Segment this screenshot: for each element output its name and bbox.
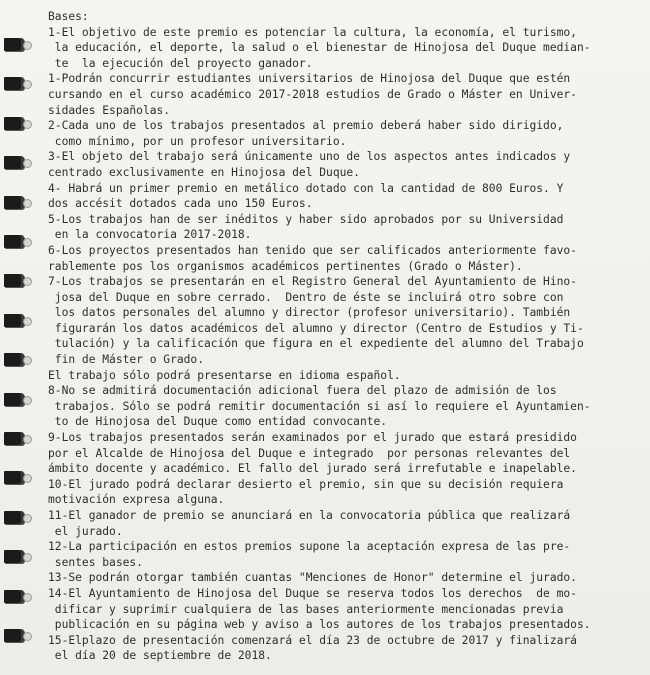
- text-line: 5-Los trabajos han de ser inéditos y haber sido aprobados por su Universidad: [48, 212, 564, 226]
- text-line: 8-No se admitirá documentación adicional fuera del plazo de admisión de los: [48, 384, 557, 398]
- text-line: 2-Cada uno de los trabajos presentados al premio deberá haber sido dirigido,: [48, 119, 564, 133]
- text-line: los datos personales del alumno y director (profesor universitario). También: [48, 306, 571, 320]
- text-line: como mínimo, por un profesor universitario.: [48, 134, 347, 148]
- text-line: te la ejecución del proyecto ganador.: [48, 56, 313, 70]
- binding-ring: [4, 77, 24, 90]
- document-text: [48, 9, 640, 664]
- text-line: figurarán los datos académicos del alumno y director (Centro de Estudios y Ti-: [48, 321, 584, 335]
- text-line: la educación, el deporte, la salud o el bienestar de Hinojosa del Duque median-: [48, 41, 591, 55]
- text-line: 6-Los proyectos presentados han tenido que ser calificados anteriormente favo-: [48, 243, 577, 257]
- text-line: 4- Habrá un primer premio en metálico dotado con la cantidad de 800 Euros. Y: [48, 181, 564, 195]
- binding-ring: [4, 314, 24, 327]
- text-line: El trabajo sólo podrá presentarse en idioma español.: [48, 368, 401, 382]
- text-line: Bases:: [48, 10, 89, 23]
- binding-ring: [4, 590, 24, 603]
- text-line: dificar y suprimir cualquiera de las bases anteriormente mencionadas previa: [48, 602, 564, 616]
- text-line: en la convocatoria 2017-2018.: [48, 228, 252, 242]
- text-line: 3-El objeto del trabajo será únicamente uno de los aspectos antes indicados y: [48, 150, 571, 164]
- binding-ring: [4, 117, 24, 130]
- text-line: dos accésit dotados cada uno 150 Euros.: [48, 197, 313, 211]
- text-line: 10-El jurado podrá declarar desierto el premio, sin que su decisión requiera: [48, 477, 564, 491]
- binding-ring: [4, 511, 24, 524]
- text-line: centrado exclusivamente en Hinojosa del Duque.: [48, 165, 360, 179]
- text-line: cursando en el curso académico 2017-2018 estudios de Grado o Máster en Univer-: [48, 87, 577, 101]
- text-line: motivación expresa alguna.: [48, 493, 225, 507]
- text-line: el jurado.: [48, 524, 123, 538]
- text-line: trabajos. Sólo se podrá remitir documentación si así lo requiere el Ayuntamien-: [48, 399, 591, 413]
- binding-ring: [4, 156, 24, 169]
- binding-ring: [4, 353, 24, 366]
- binding-ring: [4, 629, 24, 642]
- text-line: 14-El Ayuntamiento de Hinojosa del Duque se reserva todos los derechos de mo-: [48, 586, 577, 600]
- text-line: tulación) y la calificación que figura en el expediente del alumno del Trabajo: [48, 337, 584, 351]
- text-line: sentes bases.: [48, 555, 143, 569]
- text-line: publicación en su página web y aviso a los autores de los trabajos presentados.: [48, 618, 591, 632]
- binding-ring: [4, 196, 24, 209]
- spiral-binding: [0, 0, 40, 675]
- text-line: 13-Se podrán otorgar también cuantas "Menciones de Honor" determine el jurado.: [48, 571, 577, 585]
- binding-ring: [4, 550, 24, 563]
- text-line: to de Hinojosa del Duque como entidad convocante.: [48, 415, 388, 429]
- binding-ring: [4, 471, 24, 484]
- binding-ring: [4, 235, 24, 248]
- text-line: 1-El objetivo de este premio es potenciar la cultura, la economía, el turismo,: [48, 25, 577, 39]
- binding-ring: [4, 38, 24, 51]
- text-line: josa del Duque en sobre cerrado. Dentro de éste se incluirá otro sobre con: [48, 290, 564, 304]
- text-line: rablemente pos los organismos académicos pertinentes (Grado o Máster).: [48, 259, 523, 273]
- text-line: fin de Máster o Grado.: [48, 353, 204, 367]
- text-line: 15-Elplazo de presentación comenzará el día 23 de octubre de 2017 y finalizará: [48, 633, 577, 647]
- text-line: 1-Podrán concurrir estudiantes universitarios de Hinojosa del Duque que estén: [48, 72, 571, 86]
- text-line: ámbito docente y académico. El fallo del jurado será irrefutable e inapelable.: [48, 462, 577, 476]
- text-line: el día 20 de septiembre de 2018.: [48, 649, 272, 663]
- text-line: por el Alcalde de Hinojosa del Duque e integrado por personas relevantes del: [48, 446, 571, 460]
- text-line: 11-El ganador de premio se anunciará en la convocatoria pública que realizará: [48, 509, 571, 522]
- text-line: sidades Españolas.: [48, 103, 171, 117]
- binding-ring: [4, 432, 24, 445]
- binding-ring: [4, 274, 24, 287]
- binding-ring: [4, 393, 24, 406]
- text-line: 9-Los trabajos presentados serán examinados por el jurado que estará presidido: [48, 431, 577, 445]
- text-line: 12-La participación en estos premios supone la aceptación expresa de las pre-: [48, 540, 571, 554]
- text-line: 7-Los trabajos se presentarán en el Registro General del Ayuntamiento de Hino-: [48, 275, 577, 289]
